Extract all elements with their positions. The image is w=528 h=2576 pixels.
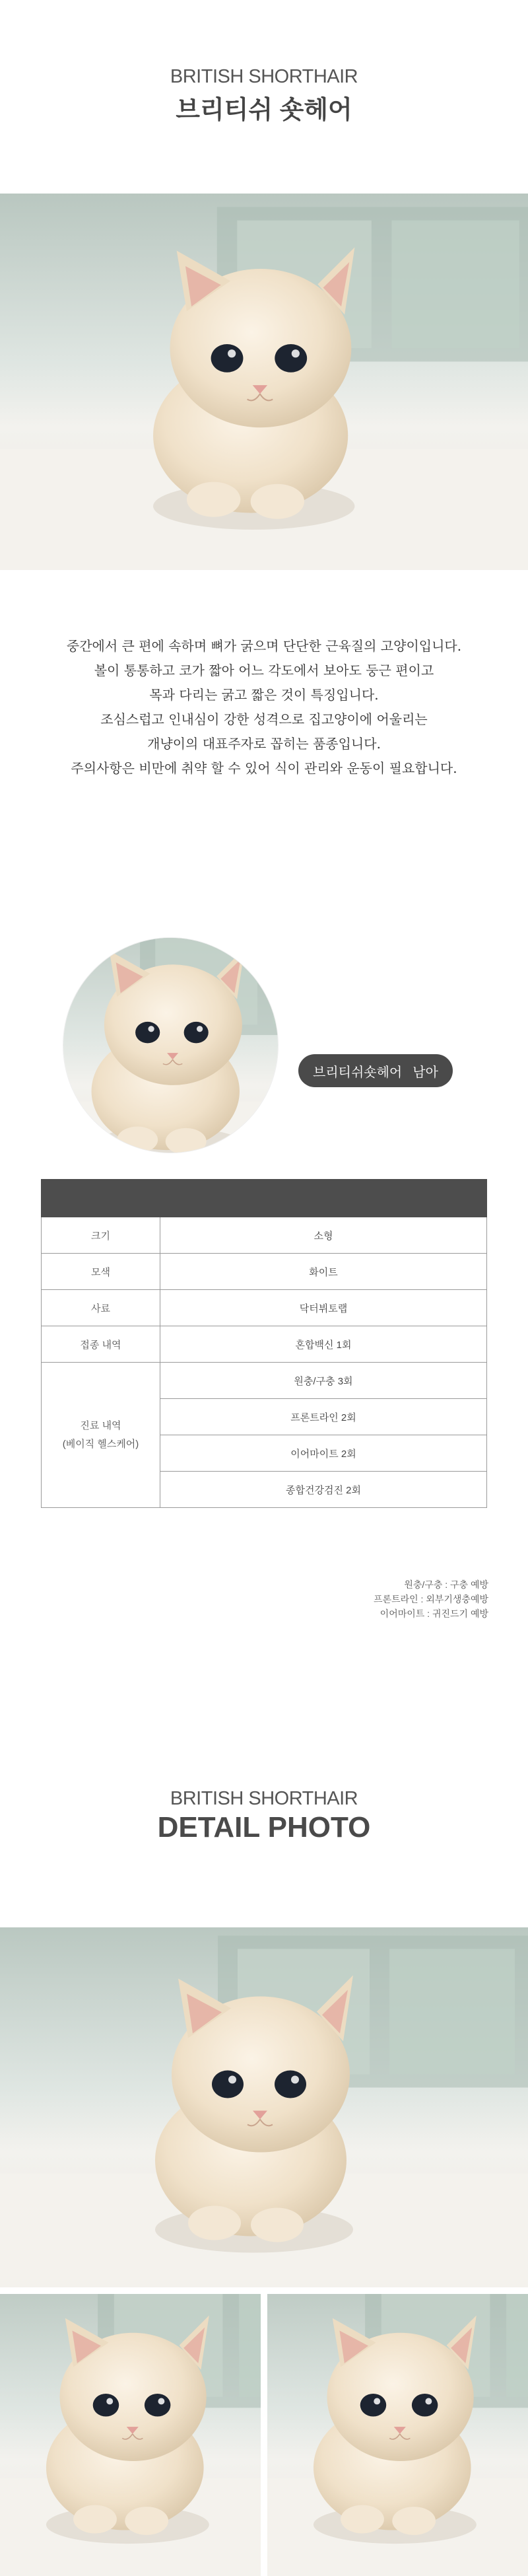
section-title-block — [0, 66, 528, 125]
table-row — [42, 1363, 487, 1399]
description-line: 개냥이의 대표주자로 꼽히는 품종입니다. — [147, 736, 381, 752]
description-line: 주의사항은 비만에 취약 할 수 있어 식이 관리와 운동이 필요합니다. — [71, 760, 457, 776]
table-row — [42, 1290, 487, 1326]
title-english: BRITISH SHORTHAIR — [170, 66, 358, 87]
gender-label: 남아 — [412, 1065, 438, 1080]
care-label-line: (베이직 헬스케어) — [62, 1438, 139, 1450]
description-line: 중간에서 큰 편에 속하며 뼈가 굵으며 단단한 근육질의 고양이입니다. — [66, 638, 462, 654]
description-line: 조심스럽고 인내심이 강한 성격으로 집고양이에 어울리는 — [100, 711, 428, 727]
care-value: 이어마이트 2회 — [160, 1435, 487, 1472]
table-header-row — [42, 1180, 487, 1217]
care-notes — [374, 1577, 488, 1621]
row-value: 닥터뷔토랩 — [160, 1290, 487, 1326]
note-line: 원충/구충 : 구충 예방 — [404, 1579, 488, 1590]
detail-title-block — [0, 1788, 528, 1844]
care-value: 프론트라인 2회 — [160, 1399, 487, 1435]
info-table — [41, 1179, 487, 1508]
detail-photo-right — [267, 2294, 528, 2576]
row-value: 혼합백신 1회 — [160, 1326, 487, 1363]
breed-description — [0, 634, 528, 781]
breed-name: 브리티쉬숏헤어 — [313, 1065, 403, 1080]
note-line: 프론트라인 : 외부기생충예방 — [374, 1594, 488, 1604]
table-row — [42, 1254, 487, 1290]
title-english: BRITISH SHORTHAIR — [170, 1788, 358, 1809]
row-label: 사료 — [42, 1290, 160, 1326]
row-value: 소형 — [160, 1217, 487, 1254]
care-value: 원충/구충 3회 — [160, 1363, 487, 1399]
table-row — [42, 1217, 487, 1254]
breed-gender-badge — [298, 1054, 453, 1087]
kitten-avatar — [63, 938, 278, 1153]
note-line: 이어마이트 : 귀진드기 예방 — [380, 1608, 488, 1619]
row-label: 크기 — [42, 1217, 160, 1254]
row-value: 화이트 — [160, 1254, 487, 1290]
detail-photo-main — [0, 1927, 528, 2287]
title-korean: 브리티쉬 숏헤어 — [176, 96, 352, 124]
description-line: 볼이 통통하고 코가 짧아 어느 각도에서 보아도 둥근 편이고 — [94, 662, 434, 678]
table-row — [42, 1326, 487, 1363]
care-value: 종합건강검진 2회 — [160, 1472, 487, 1508]
row-label: 접종 내역 — [42, 1326, 160, 1363]
care-label — [42, 1363, 160, 1508]
row-label: 모색 — [42, 1254, 160, 1290]
hero-kitten-photo — [0, 194, 528, 570]
care-label-line: 진료 내역 — [80, 1419, 121, 1431]
description-line: 목과 다리는 굵고 짧은 것이 특징입니다. — [149, 687, 379, 703]
title-detail: DETAIL PHOTO — [157, 1811, 371, 1843]
detail-photo-left — [0, 2294, 261, 2576]
